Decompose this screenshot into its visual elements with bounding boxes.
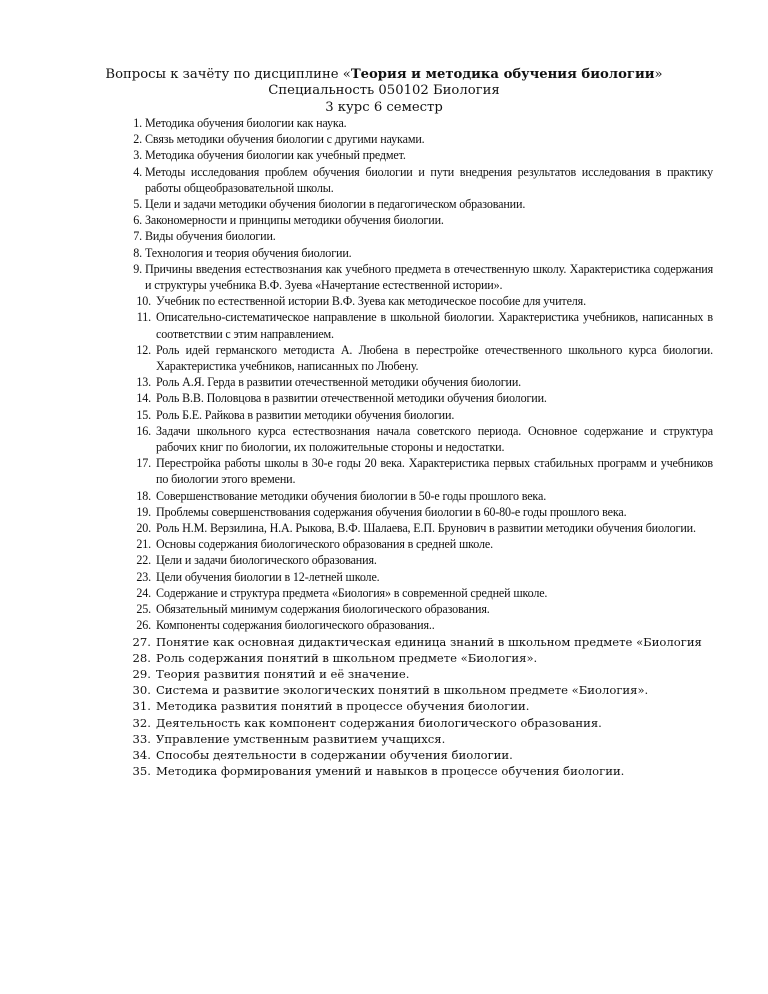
question-number: 3. (133, 148, 142, 163)
question-text: Роль В.В. Половцова в развитии отечественной методики обучения биологии. (156, 391, 547, 406)
question-text: Методика развития понятий в процессе обучения биологии. (156, 699, 530, 714)
question-item (0, 455, 768, 487)
question-text: Связь методики обучения биологии с другими науками. (145, 132, 425, 147)
question-item (0, 601, 768, 617)
question-number: 25. (136, 602, 151, 617)
question-item (0, 731, 768, 747)
question-item (0, 666, 768, 682)
question-number: 8. (133, 245, 142, 260)
question-number: 29. (132, 666, 151, 681)
question-number: 32. (132, 715, 151, 730)
question-number: 1. (133, 116, 142, 130)
question-number: 15. (136, 407, 151, 422)
question-text: Описательно-систематическое направление в школьной биологии. Характеристика учебников, написанных в соответствии с этим направлением. (156, 310, 713, 341)
question-list (0, 115, 768, 779)
question-text: Роль Н.М. Верзилина, Н.А. Рыкова, В.Ф. Шалаева, Е.П. Брунович в развитии методики обучения биологии. (156, 521, 696, 536)
question-item (0, 520, 768, 536)
question-number: 22. (136, 553, 151, 568)
question-number: 12. (136, 342, 151, 357)
question-text: Методика формирования умений и навыков в процессе обучения биологии. (156, 764, 625, 779)
question-number: 18. (136, 488, 151, 503)
question-number: 27. (132, 634, 151, 649)
question-text: Цели обучения биологии в 12-летней школе. (156, 569, 380, 584)
specialty-line: Специальность 050102 Биология (268, 83, 500, 98)
question-text: Причины введения естествознания как учебного предмета в отечественную школу. Характеристика содержания и структуры учебника В.Ф. Зуева «Начертание естественной истории». (145, 261, 713, 293)
question-text: Понятие как основная дидактическая единица знаний в школьном предмете «Биология (156, 634, 702, 649)
question-number: 21. (136, 537, 151, 552)
document-title (0, 67, 768, 83)
question-item (0, 261, 768, 293)
question-text: Цели и задачи методики обучения биологии в педагогическом образовании. (145, 197, 526, 212)
question-item (0, 423, 768, 455)
question-item (0, 196, 768, 212)
question-text: Цели и задачи биологического образования. (156, 553, 377, 568)
question-number: 33. (132, 731, 151, 746)
course-semester-line: 3 курс 6 семестр (325, 100, 443, 115)
question-number: 23. (136, 569, 151, 584)
question-text: Система и развитие экологических понятий в школьном предмете «Биология». (156, 683, 649, 698)
question-item (0, 715, 768, 731)
question-number: 26. (136, 618, 151, 633)
question-number: 5. (133, 197, 142, 212)
question-number: 13. (136, 375, 151, 390)
question-text: Виды обучения биологии. (145, 229, 276, 244)
question-item (0, 585, 768, 601)
title-prefix: Вопросы к зачёту по дисциплине « (105, 67, 351, 82)
question-item (0, 342, 768, 374)
question-text: Теория развития понятий и её значение. (156, 666, 410, 681)
question-number: 11. (136, 310, 151, 325)
question-item (0, 164, 768, 196)
question-number: 10. (136, 294, 151, 309)
question-item (0, 763, 768, 779)
question-text: Роль А.Я. Герда в развитии отечественной методики обучения биологии. (156, 375, 522, 390)
question-text: Деятельность как компонент содержания биологического образования. (156, 715, 602, 730)
question-item (0, 569, 768, 585)
question-item (0, 293, 768, 309)
question-number: 19. (136, 504, 151, 519)
question-number: 24. (136, 585, 151, 600)
question-number: 6. (133, 213, 142, 228)
question-text: Роль содержания понятий в школьном предмете «Биология». (156, 650, 538, 665)
question-item (0, 747, 768, 763)
question-text: Методика обучения биологии как наука. (145, 116, 347, 130)
question-number: 17. (136, 456, 151, 471)
question-text: Основы содержания биологического образования в средней школе. (156, 537, 493, 552)
question-number: 16. (136, 423, 151, 438)
question-number: 35. (132, 764, 151, 779)
question-text: Совершенствование методики обучения биологии в 50-е годы прошлого века. (156, 488, 547, 503)
question-item (0, 374, 768, 390)
question-number: 31. (132, 699, 151, 714)
question-text: Закономерности и принципы методики обучения биологии. (145, 213, 444, 228)
title-suffix: » (654, 67, 663, 82)
question-item (0, 212, 768, 228)
question-text: Способы деятельности в содержании обучения биологии. (156, 747, 513, 762)
question-item (0, 488, 768, 504)
question-text: Обязательный минимум содержания биологического образования. (156, 602, 490, 617)
question-text: Содержание и структура предмета «Биология» в современной средней школе. (156, 585, 548, 600)
question-number: 34. (132, 747, 151, 762)
discipline-name: Теория и методика обучения биологии (350, 67, 655, 82)
question-item (0, 682, 768, 698)
question-text: Роль Б.Е. Райкова в развитии методики обучения биологии. (156, 407, 455, 422)
question-text: Компоненты содержания биологического образования.. (156, 618, 435, 633)
question-text: Технология и теория обучения биологии. (145, 245, 352, 260)
question-item (0, 504, 768, 520)
question-item (0, 698, 768, 714)
question-text: Учебник по естественной истории В.Ф. Зуева как методическое пособие для учителя. (156, 294, 586, 309)
question-number: 7. (133, 229, 142, 244)
question-item (0, 147, 768, 163)
question-text: Задачи школьного курса естествознания начала советского периода. Основное содержание и структура рабочих книг по биологии, их положительные стороны и недостатки. (156, 423, 713, 455)
question-text: Методика обучения биологии как учебный предмет. (145, 148, 406, 163)
question-text: Перестройка работы школы в 30-е годы 20 века. Характеристика первых стабильных программ и учебников по биологии этого времени. (156, 456, 713, 487)
question-text: Роль идей германского методиста А. Любена в перестройке отечественного школьного курса биологии. Характеристика учебников, написанных по Любену. (156, 342, 713, 374)
question-item (0, 617, 768, 633)
question-item (0, 536, 768, 552)
question-item (0, 634, 768, 650)
question-text: Управление умственным развитием учащихся. (156, 731, 446, 746)
question-text: Методы исследования проблем обучения биологии и пути внедрения результатов исследования в практику работы общеобразовательной школы. (145, 164, 713, 195)
question-item (0, 228, 768, 244)
question-number: 20. (136, 521, 151, 536)
question-number: 9. (133, 261, 142, 276)
question-text: Проблемы совершенствования содержания обучения биологии в 60-80-е годы прошлого века. (156, 504, 627, 519)
question-number: 14. (136, 391, 151, 406)
question-number: 28. (132, 650, 151, 665)
question-item (0, 245, 768, 261)
question-item (0, 131, 768, 147)
question-item (0, 650, 768, 666)
question-number: 30. (132, 683, 151, 698)
question-item (0, 309, 768, 341)
question-item (0, 390, 768, 406)
question-item (0, 552, 768, 568)
question-item (0, 115, 768, 131)
question-number: 4. (133, 164, 142, 179)
question-item (0, 407, 768, 423)
question-number: 2. (133, 132, 142, 147)
